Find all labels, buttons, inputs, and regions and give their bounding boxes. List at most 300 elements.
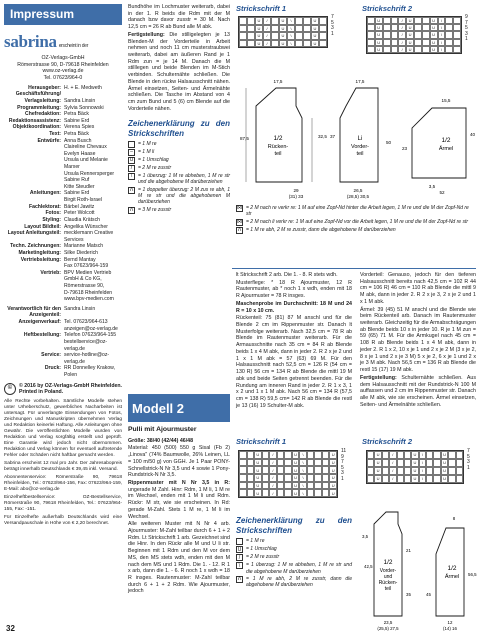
legend-top-row [128,157,230,164]
credit-row: Anleitungen: Sabine Erd Birgit Roth-Israel [29,190,102,204]
chart-cell [382,459,389,467]
chart-1-row-numbers-bottom [341,449,346,482]
chart-cell: \ [438,46,446,53]
svg-text:Vorder-: Vorder- [350,144,370,150]
svg-text:23: 23 [402,146,408,151]
chart-cell: U [329,459,337,467]
chart-cell: U [255,32,263,40]
chart-cell [448,459,455,467]
legend-cable-text: = 2 M nach li verkr re: 1 M auf eine Zopf-Nd vor die Arbeit legen, 1 M re und die M der Zopf-Nd re str [246,218,468,225]
chart-cell [414,24,422,31]
chart-cell [284,451,292,459]
finishing-paragraph-2: Fertigstellung: Schulternähte schließen. Aus dem Halsausschnitt mit der Rundstrick-N 100 M auffassen und 2 cm im Rippenmuster str. Danach alle M abk, wie sie erscheinen. Ärmel einsetzen, Seiten- und Ärmelnähte schließen. [360,374,476,408]
chart-cell [383,46,391,53]
bund-paragraph: Bundhöhe im Lochmuster weiterarb, dabei in der 1. R beids die Rdm mit der M danach bzw davor zusstr = 30 M. Nach 12,5 cm = 26 R ab Bund alle M abk. [128,4,230,31]
chart-cell [367,459,374,467]
chart-cell: / [269,482,277,490]
chart-cell [383,39,391,46]
chart-cell: U [279,17,287,25]
chart-cell [414,46,422,53]
chart-cell: U [311,40,319,48]
responsibility-row: Service: service-hotline@oz-verlag.de [41,352,110,365]
chart-cell: U [441,459,448,467]
row-number: 5 [341,464,344,471]
legend-top-text: = 1 Umschlag [138,156,169,163]
legend-lower-text: = 1 M re [246,538,265,545]
svg-text:Rücken-: Rücken- [267,144,289,150]
chart-cell [307,459,315,467]
legend-lower-row [236,546,352,553]
credit-row: Vertrieb: BPV Medien Vertrieb GmbH & Co KG, Römerstrasse 90, D-79618 Rheinfelden www.bpv-medien.com [40,269,114,303]
finishing-paragraph: Fertigstellung: Die stilligelegten je 13 Blenden-M der Vorderteile in Arbeit nehmen und noch 11 cm musterstraubwei weiterarb, dabei am äußeren Rand je 1 Rdm zun = je 14 M. Danach die M stilllegen und beide Blenden im M-Stich verbinden. Schulternähte schließen. Die Blende in den rückw Halsausschnitt nähen. Ärmel einsetzen, Seiten- und Ärmelnähte schließen. Die Tasche im Abstand von 4 cm zum Bund und 5 (6) cm Blende auf die Vorderteile nähen. [128,31,230,112]
chart-cell [448,467,455,475]
svg-text:50: 50 [386,140,392,145]
chart-cell [404,451,411,459]
responsibility-row: Heftbestellung: Telefon 07623/964-155 bestellservice@oz-verlag.de [23,332,117,352]
stitch-symbol-icon: Λ [237,227,242,234]
chart-cell [422,46,430,53]
chart-cell: \ [287,25,295,33]
chart-cell: \ [299,459,307,467]
chart-cell [367,39,375,46]
stitch-symbol-icon: ⋈ [237,219,242,226]
row-number: 5 [331,19,334,26]
pattern-schematics-top [236,78,478,200]
svg-text:35: 35 [406,592,411,597]
chart-cell: U [279,25,287,33]
chart-cell [295,25,303,33]
chart-cell [239,32,247,40]
svg-text:3,5: 3,5 [362,534,369,539]
chart-cell: / [389,467,396,475]
logo-subtitle: erscheint in der [58,43,89,50]
chart-cell [277,474,285,482]
svg-text:17,5: 17,5 [355,79,365,84]
chart-cell: U [329,482,337,490]
gauge-line: Maschenprobe im Durchschnitt: 18 M und 24 R = 10 x 10 cm. [236,300,352,314]
chart-cell: U [375,39,383,46]
chart-cell [367,467,374,475]
legal-paragraph: Sabrina erscheint 12 mal pro Jahr. Der Jahresabopreis beträgt innerhalb Deutschlands € 39,45 inkl. Versand. [4,460,122,472]
chart-cell: U [441,475,448,483]
chart-cell [453,39,461,46]
legend-cable-text: = 2 M nach re verkr re: 1 M auf eine Zopf-Nd hinter die Arbeit legen, 1 M re und die M der Zopf-Nd re str [246,205,469,218]
chart-cell: U [254,459,262,467]
chart-cell: U [406,31,414,38]
copyright-box [4,383,122,396]
chart-cell: \ [419,475,426,483]
chart-cell [382,467,389,475]
sleeve-outline-top [412,108,466,178]
chart-cell: \ [299,466,307,474]
chart-1-title-top: Strickschrift 1 [236,4,287,13]
stitch-symbol-icon: / [236,554,243,561]
chart-cell: U [292,482,300,490]
row-number: 9 [341,453,344,460]
svg-text:17,5: 17,5 [273,79,283,84]
chart-cell [453,46,461,53]
svg-text:Vorder-: Vorder- [379,568,397,574]
row-number: 1 [467,464,470,471]
front-instructions: Vorderteil: Genauso, jedoch für den tieferen Halsausschnitt bereits nach 42,5 cm = 102 R 44 cm = 106 R) 46 cm = 110 R ab Blende die mittl 9 M abk, dann in jeder 2. R 2 x je 3, 2 x je 2 und 1 x 1 M abk. [360,272,476,305]
row-number: 3 [465,30,468,37]
stitch-symbol-icon: U [129,157,134,164]
legend-lower-text: = 1 Umschlag [246,546,277,553]
chart-cell [456,467,463,475]
chart-cell: \ [438,31,446,38]
legend-top-row [128,141,230,148]
chart-cell: U [374,451,381,459]
model-2-banner: Modell 2 [128,394,230,422]
sleeve-outline-bottom [436,528,464,616]
legal-paragraph: Für Einzelhefte außerhalb Deutschlands wird eine Versandpauschale in Höhe von € 2,20 berechnet. [4,514,122,526]
pattern-schematics-bottom [360,506,478,634]
chart-cell: / [398,46,406,53]
row-number: 9 [465,14,468,20]
chart-cell: / [263,25,271,33]
credit-row: Programmleitung: Sylvia Sonnowski [17,104,104,111]
chart-cell [445,39,453,46]
chart-cell [307,474,315,482]
chart-cell [397,475,404,483]
chart-cell: \ [287,40,295,48]
responsibility-row: Verantwortlich für den Anzeigenteil: Sandra Linsin [7,305,96,319]
chart-cell: / [269,474,277,482]
legend-top-row [128,173,230,186]
chart-cell: U [375,31,383,38]
chart-cell: U [430,24,438,31]
chart-cell [433,467,440,475]
chart-cell [453,31,461,38]
chart-2-grid-bottom [366,450,464,484]
pattern-ref: lt Strickschrift 2 arb. Die 1. - 8. R stets wdh. [236,272,338,278]
back-piece-label: 1/2 [273,135,283,142]
chart-cell [284,474,292,482]
stitch-symbol-icon: Λ [129,186,134,193]
chart-cell [426,459,433,467]
chart-cell [404,467,411,475]
credit-row: Techn. Zeichnungen: Marianne Matsch [10,243,104,250]
stitch-symbol-icon: \ [236,562,243,569]
svg-text:23,5: 23,5 [383,620,393,625]
svg-text:(25,5) 27,5: (25,5) 27,5 [377,626,399,631]
credit-row: Redaktionsassistenz: Sabine Erd [8,117,90,124]
chart-1-row-numbers [331,15,334,37]
chart-cell [382,451,389,459]
chart-cell: U [406,46,414,53]
sleeve-instructions: Ärmel: 39 (45) 51 M anschl und die Blende wie beim Rückenteil arb. Danach im Rautenmuster weiterarb. Gleichzeitig für die Armabschrägungen ab Blende beids 10 x in jeder 10. R je 1 M zun = 59 (65) 71 M. Für die Armkugel nach 45 cm = 108 R ab Blende beids 1 x 4 M abk, dann in jeder 2. R 1 x 2, 10 x je 1 und 2 x je 2 M (3 x je 2, 8 x je 1 und 2 x je 3 M) 5 x je 2, 6 x je 1 und 2 x je 3 M abk. Nach 56,5 cm = 136 R ab Blende die restl 15 (17) 19 M abk. [360,306,476,374]
chart-cell [448,451,455,459]
chart-cell: U [375,17,383,24]
chart-cell: U [311,32,319,40]
chart-1-grid-bottom [238,450,338,498]
chart-cell [422,39,430,46]
chart-cell [247,474,255,482]
chart-cell: U [292,489,300,497]
chart-cell [448,475,455,483]
row-number: 11 [341,448,347,454]
chart-cell [271,40,279,48]
column-3-text [236,272,352,410]
chart-cell: U [375,24,383,31]
legend-lower-row [236,538,352,545]
chart-cell [239,466,247,474]
row-number: 1 [465,36,468,42]
chart-cell: \ [438,39,446,46]
copyright-text: © 2016 by OZ-Verlags-GmbH Rheinfelden. Printed in Poland. [19,382,122,396]
chart-cell [239,482,247,490]
legend-top-row [128,149,230,156]
chart-cell [314,459,322,467]
stitch-symbol-icon: ⋈ [237,205,242,212]
chart-cell [239,25,247,33]
chart-cell: U [311,17,319,25]
chart-cell [319,17,327,25]
chart-cell [367,475,374,483]
page-number: 32 [6,624,15,633]
svg-text:29: 29 [293,188,299,193]
chart-cell [271,25,279,33]
back-instructions: Rückenteil: 75 (81) 87 M anschl und für die Blende 2 cm im Rippenmuster str. Danach lt Musterfolge weiterarb. Nach 32,5 cm = 78 R ab Blende im Rautenmuster weiterarb. Für die Armausschnitte nach 35 cm = 84 R ab Blende beids 1 x 4 M abk, dann in jeder 2. R 2 x je 2 und 1 x 1 M abk = 57 (63) 69 M. Für den Halsausschnitt nach 52,5 cm = 126 R (54 cm = 130 R) 56 cm = 134 R ab Blende die mittl 19 M abk und beide Seiten getrennt beenden. Für die Rundung am inneren Rand in jeder 2. R 1 x 3, 1 x 2 und 1 x 1 M abk. Nach 56 cm = 134 R (57,5 cm = 138 R) 59,5 cm= 142 R ab Blende die restl je 13 (16) 19 Schulter-M abk. [236,315,352,409]
column-4-text [360,272,476,409]
chart-cell: U [254,451,262,459]
chart-cell [284,466,292,474]
svg-text:87,5: 87,5 [240,136,249,141]
credit-row: Entwürfe: Anna Busch Claireline Chevaux Evelyn Haase Ursula und Melanie Marxer Ursula Rennersperger Sabine Ruf Kitte Steudler [37,137,115,190]
chart-cell [391,39,399,46]
chart-cell: U [329,474,337,482]
row-number: 1 [341,475,344,482]
chart-cell: U [254,474,262,482]
chart-cell [271,17,279,25]
chart-cell [277,466,285,474]
sleeve-label-top: 1/2 [441,137,451,144]
responsibility-row: Druck: RR Donnelley Krakow, Polen [44,365,115,378]
legal-text [4,399,122,527]
legend-cable-row [236,205,474,218]
legend-lower-text: = 1 überzug: 1 M re abheben, 1 M re str und die abgehobene M darüberziehen [246,562,352,575]
chart-cell: U [255,40,263,48]
lower-legend-block [236,516,352,590]
credit-row: Geschäftsführung/ [15,91,61,98]
chart-cell [277,482,285,490]
legend-lower-row [236,554,352,561]
chart-cell [239,451,247,459]
chart-cell [456,459,463,467]
chart-cell: U [411,475,418,483]
chart-cell [247,459,255,467]
chart-cell [433,475,440,483]
chart-cell [247,451,255,459]
svg-text:teil: teil [384,586,392,592]
credit-row: Herausgeber: H. + E. Medweth [28,84,102,91]
chart-cell: \ [299,451,307,459]
chart-cell [382,475,389,483]
chart-cell: / [269,489,277,497]
chart-cell: \ [299,489,307,497]
chart-cell: U [411,451,418,459]
svg-text:15,5: 15,5 [441,98,451,103]
credit-row: Layout Anleitungsteil: mecklemann Creative Services [7,230,114,243]
chart-cell [426,475,433,483]
chart-cell [391,17,399,24]
chart-cell [307,489,315,497]
legend-lower-text: = 1 M re abh, 2 M re zusstr, dann die abgehobene M darüberziehen [246,576,352,589]
chart-2-row-numbers-bottom [467,449,470,471]
legend-lower-text: = 2 M re zusstr [246,554,280,561]
credit-row: Styling: Claudia Krätsch [42,216,100,223]
svg-text:40: 40 [470,132,476,137]
chart-cell [277,451,285,459]
chart-cell: U [411,467,418,475]
svg-text:56,5: 56,5 [468,572,477,577]
chart-cell: U [430,39,438,46]
svg-text:Ärmel: Ärmel [438,146,454,152]
row-number: 3 [331,25,334,31]
chart-cell: U [406,39,414,46]
impressum-column [4,4,122,622]
chart-cell [367,451,374,459]
chart-cell: / [263,40,271,48]
chart-cell: / [269,451,277,459]
chart-cell: / [269,459,277,467]
chart-cell [422,24,430,31]
chart-cell [277,459,285,467]
chart-cell [414,39,422,46]
copyright-icon: © [4,383,16,395]
chart-cell: U [254,466,262,474]
chart-cell [383,24,391,31]
chart-cell: U [441,451,448,459]
model-2-subtitle: Pulli mit Ajourmuster [128,426,197,433]
row-number: 3 [341,470,344,476]
chart-cell [456,451,463,459]
chart-cell: \ [438,24,446,31]
chart-cell [445,46,453,53]
section-divider [232,268,476,269]
chart-cell: U [292,451,300,459]
chart-cell [367,46,375,53]
chart-cell [307,466,315,474]
front-piece-label: Li [357,136,363,142]
credits-list [4,85,122,303]
chart-cell [322,459,330,467]
chart-cell [307,451,315,459]
chart-cell [322,466,330,474]
legend-lower-row [236,576,352,589]
chart-cell [322,482,330,490]
chart-cell [239,489,247,497]
legal-paragraph: Alle Rechte vorbehalten. Sämtliche Modelle stehen unter Urheberschutz, gewerbliches Nacharbeiten ist untersagt. Für unverlangte Einsendungen von Fotos, Zeichnungen und Manuskripten übernehmen Verlag und Redaktion keinerlei Haftung. Alle Anleitungen ohne Gewähr. Die veröffentlichten Modelle wurden von Redaktion und Verlag sorgfältig erstellt und geprüft. Eine Garantie wird jedoch nicht übernommen. Redaktion und Verlag können für eventuell auftretende Fehler oder Schäden nicht haftbar gemacht werden. [4,398,122,458]
chart-cell: / [389,451,396,459]
legend-top-text: = 3 M re zusstr [138,206,172,213]
legend-cable-text: = 1 M re abh, 2 M re zusstr, dann die abgehobene M darüberziehen [246,226,396,233]
chart-cell [307,482,315,490]
chart-cell: U [255,25,263,33]
stitch-symbol-icon: U [237,546,242,553]
chart-cell [397,451,404,459]
chart-cell [433,459,440,467]
chart-cell [397,459,404,467]
row-number: 7 [467,448,470,454]
chart-cell [247,466,255,474]
chart-cell [445,31,453,38]
chart-cell [426,451,433,459]
chart-cell: U [329,451,337,459]
svg-text:26,5: 26,5 [353,188,363,193]
chart-cell [247,25,255,33]
chart-cell [453,17,461,24]
chart-cell [262,489,270,497]
svg-text:Rücken-: Rücken- [378,580,398,586]
svg-text:42,5: 42,5 [364,564,373,569]
chart-cell: / [398,39,406,46]
credit-row: Marketingleitung: Silke Diederich [18,249,98,256]
legend-cable-row [236,227,474,234]
column-2-top [128,4,230,215]
chart-cell [314,474,322,482]
chart-cell: \ [419,451,426,459]
chart-2-title-bottom: Strickschrift 2 [362,437,413,446]
chart-2-title-top: Strickschrift 2 [362,4,413,13]
svg-text:teil: teil [274,151,282,157]
chart-cell [391,31,399,38]
chart-cell: / [263,17,271,25]
chart-cell: U [374,459,381,467]
chart-cell: U [411,459,418,467]
chart-cell [295,17,303,25]
chart-1-grid-top [238,16,328,48]
chart-cell [404,475,411,483]
chart-cell [314,451,322,459]
chart-cell: \ [299,482,307,490]
chart-cell [262,474,270,482]
legend-cable-row [236,219,474,226]
front-piece-outline [340,88,378,182]
chart-cell: U [279,40,287,48]
chart-cell: U [279,32,287,40]
material-paragraph: Material: 450 (500) 550 g Sisal (Fb 2) „Linova" (74% Baumwolle, 26% Leinen, LL = 100 m/50 g) von GGH. Je 1 Paar PONY-Schnellstrick-N Nr 3,5 und 4 sowie 1 Pony-Rundstrick-N Nr 3,5. [128,445,230,479]
chart-cell [314,466,322,474]
svg-text:3,5: 3,5 [428,184,436,189]
chart-cell: \ [299,474,307,482]
chart-cell [367,24,375,31]
chart-cell [314,489,322,497]
chart-cell: / [269,466,277,474]
legend-top-text: = 2 M re zusstr [138,164,172,171]
sabrina-logo: sabrina erscheint in der [4,32,89,52]
model-2-text [128,426,230,596]
stitch-symbol-icon [128,141,135,148]
row-number: 5 [465,25,468,31]
chart-cell [397,467,404,475]
chart-cell [322,489,330,497]
chart-cell [322,474,330,482]
row-number: 7 [341,459,344,465]
legend-top-row [128,165,230,172]
chart-cell [426,467,433,475]
credit-row: Verlagsleitung: Sandra Linsin [24,97,96,104]
chart-cell [262,466,270,474]
chart-cell: / [398,17,406,24]
chart-cell [414,17,422,24]
svg-text:teil: teil [356,151,364,157]
chart-cell [271,32,279,40]
legend-lower-row [236,562,352,575]
svg-text:(14) 16: (14) 16 [443,626,457,631]
chart-cell [414,31,422,38]
responsibility-row: Anzeigenverkauf: Tel. 07623/964-613 anzeigen@oz-verlag.de [18,319,118,332]
